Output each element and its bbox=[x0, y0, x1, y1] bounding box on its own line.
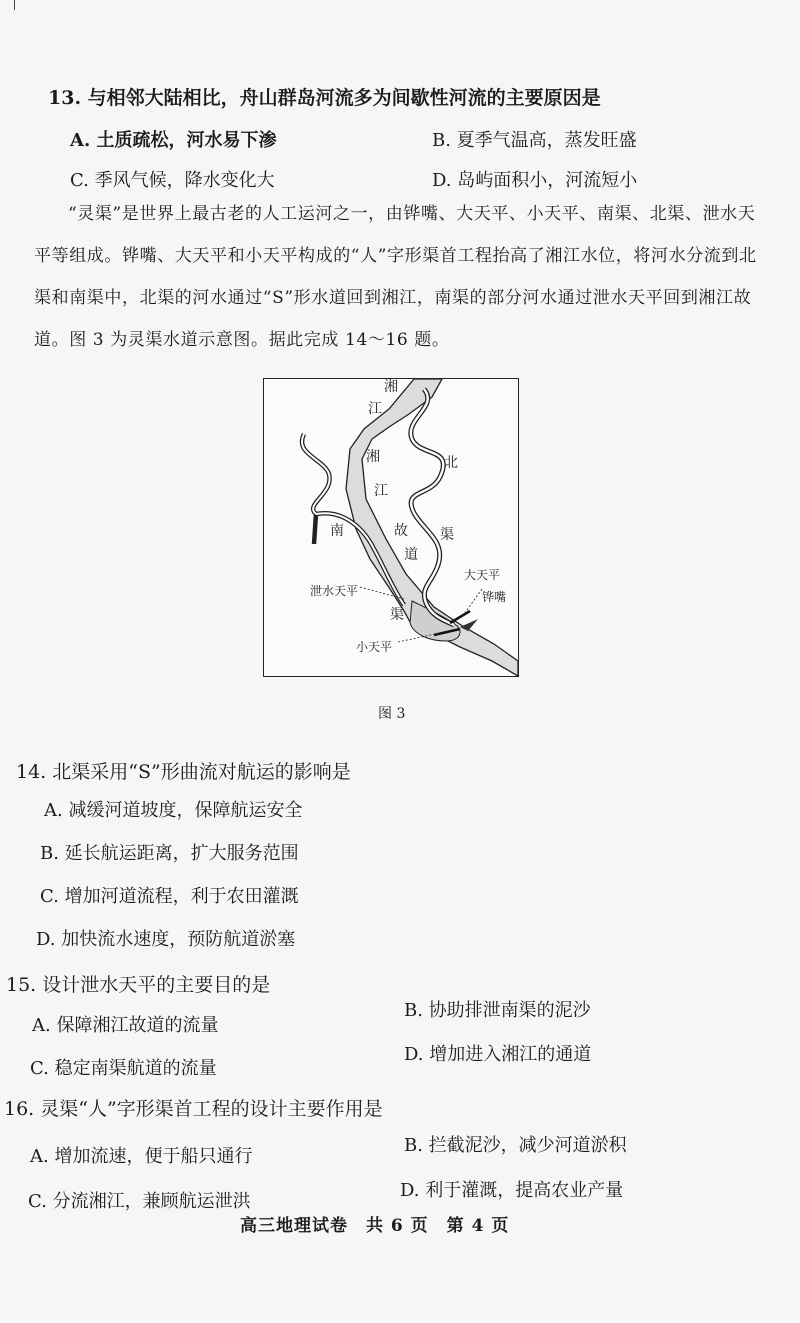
q16-option-c[interactable]: C. 分流湘江，兼顾航运泄洪 bbox=[28, 1191, 251, 1212]
label-gu: 故 bbox=[394, 523, 408, 539]
lingqu-map-svg bbox=[264, 379, 518, 676]
q13-option-c[interactable]: C. 季风气候，降水变化大 bbox=[70, 170, 275, 191]
q14-stem: 14. 北渠采用“S”形曲流对航运的影响是 bbox=[16, 761, 351, 783]
label-xiang2: 湘 bbox=[366, 449, 380, 465]
lingqu-map bbox=[263, 378, 519, 677]
label-xiang: 湘 bbox=[384, 379, 398, 395]
q16-option-b[interactable]: B. 拦截泥沙，减少河道淤积 bbox=[404, 1135, 627, 1156]
q13-option-d[interactable]: D. 岛屿面积小，河流短小 bbox=[432, 170, 638, 191]
q14-option-c[interactable]: C. 增加河道流程，利于农田灌溉 bbox=[40, 886, 299, 907]
label-jiang2: 江 bbox=[374, 483, 388, 499]
q15-option-c[interactable]: C. 稳定南渠航道的流量 bbox=[30, 1058, 217, 1079]
q14-option-b[interactable]: B. 延长航运距离，扩大服务范围 bbox=[40, 843, 299, 864]
label-nan: 南 bbox=[330, 523, 344, 539]
q14-option-d[interactable]: D. 加快流水速度，预防航道淤塞 bbox=[36, 929, 296, 950]
label-dao: 道 bbox=[404, 547, 418, 563]
label-xiaotianping: 小天平 bbox=[356, 640, 393, 654]
label-qu-south: 渠 bbox=[390, 607, 404, 623]
q13-option-b[interactable]: B. 夏季气温高，蒸发旺盛 bbox=[432, 130, 637, 151]
q16-stem: 16. 灵渠“人”字形渠首工程的设计主要作用是 bbox=[4, 1098, 383, 1120]
label-huazui: 铧嘴 bbox=[482, 590, 507, 604]
q16-option-a[interactable]: A. 增加流速，便于船只通行 bbox=[30, 1146, 253, 1167]
label-bei: 北 bbox=[444, 455, 458, 471]
scan-edge-mark bbox=[14, 0, 15, 10]
label-xieshui-tianping: 泄水天平 bbox=[310, 584, 359, 598]
label-qu-north: 渠 bbox=[440, 527, 454, 543]
q13-option-a[interactable]: A. 土质疏松，河水易下渗 bbox=[70, 130, 277, 151]
q15-stem: 15. 设计泄水天平的主要目的是 bbox=[6, 974, 271, 996]
passage-lingqu: “灵渠”是世界上最古老的人工运河之一，由铧嘴、大天平、小天平、南渠、北渠、泄水天平等组成。铧嘴、大天平和小天平构成的“人”字形渠首工程抬高了湘江水位，将河水分流到北渠和南渠中，北渠的河水通过“S”形水道回到湘江，南渠的部分河水通过泄水天平回到湘江故道。图 3 为灵渠水道示意图。据此完成 14～16 题。 bbox=[34, 204, 757, 350]
q15-option-a[interactable]: A. 保障湘江故道的流量 bbox=[32, 1015, 219, 1036]
label-jiang: 江 bbox=[368, 401, 382, 417]
q16-option-d[interactable]: D. 利于灌溉，提高农业产量 bbox=[400, 1180, 624, 1201]
datianping-dam bbox=[450, 611, 470, 623]
page-footer: 高三地理试卷 共 6 页 第 4 页 bbox=[240, 1216, 510, 1236]
q15-option-d[interactable]: D. 增加进入湘江的通道 bbox=[404, 1044, 592, 1065]
q13-stem: 13. 与相邻大陆相比，舟山群岛河流多为间歇性河流的主要原因是 bbox=[48, 87, 601, 109]
q15-option-b[interactable]: B. 协助排泄南渠的泥沙 bbox=[404, 1000, 591, 1021]
figure-caption: 图 3 bbox=[378, 706, 406, 722]
label-datianping: 大天平 bbox=[464, 568, 501, 582]
q14-option-a[interactable]: A. 减缓河道坡度，保障航运安全 bbox=[44, 800, 303, 821]
